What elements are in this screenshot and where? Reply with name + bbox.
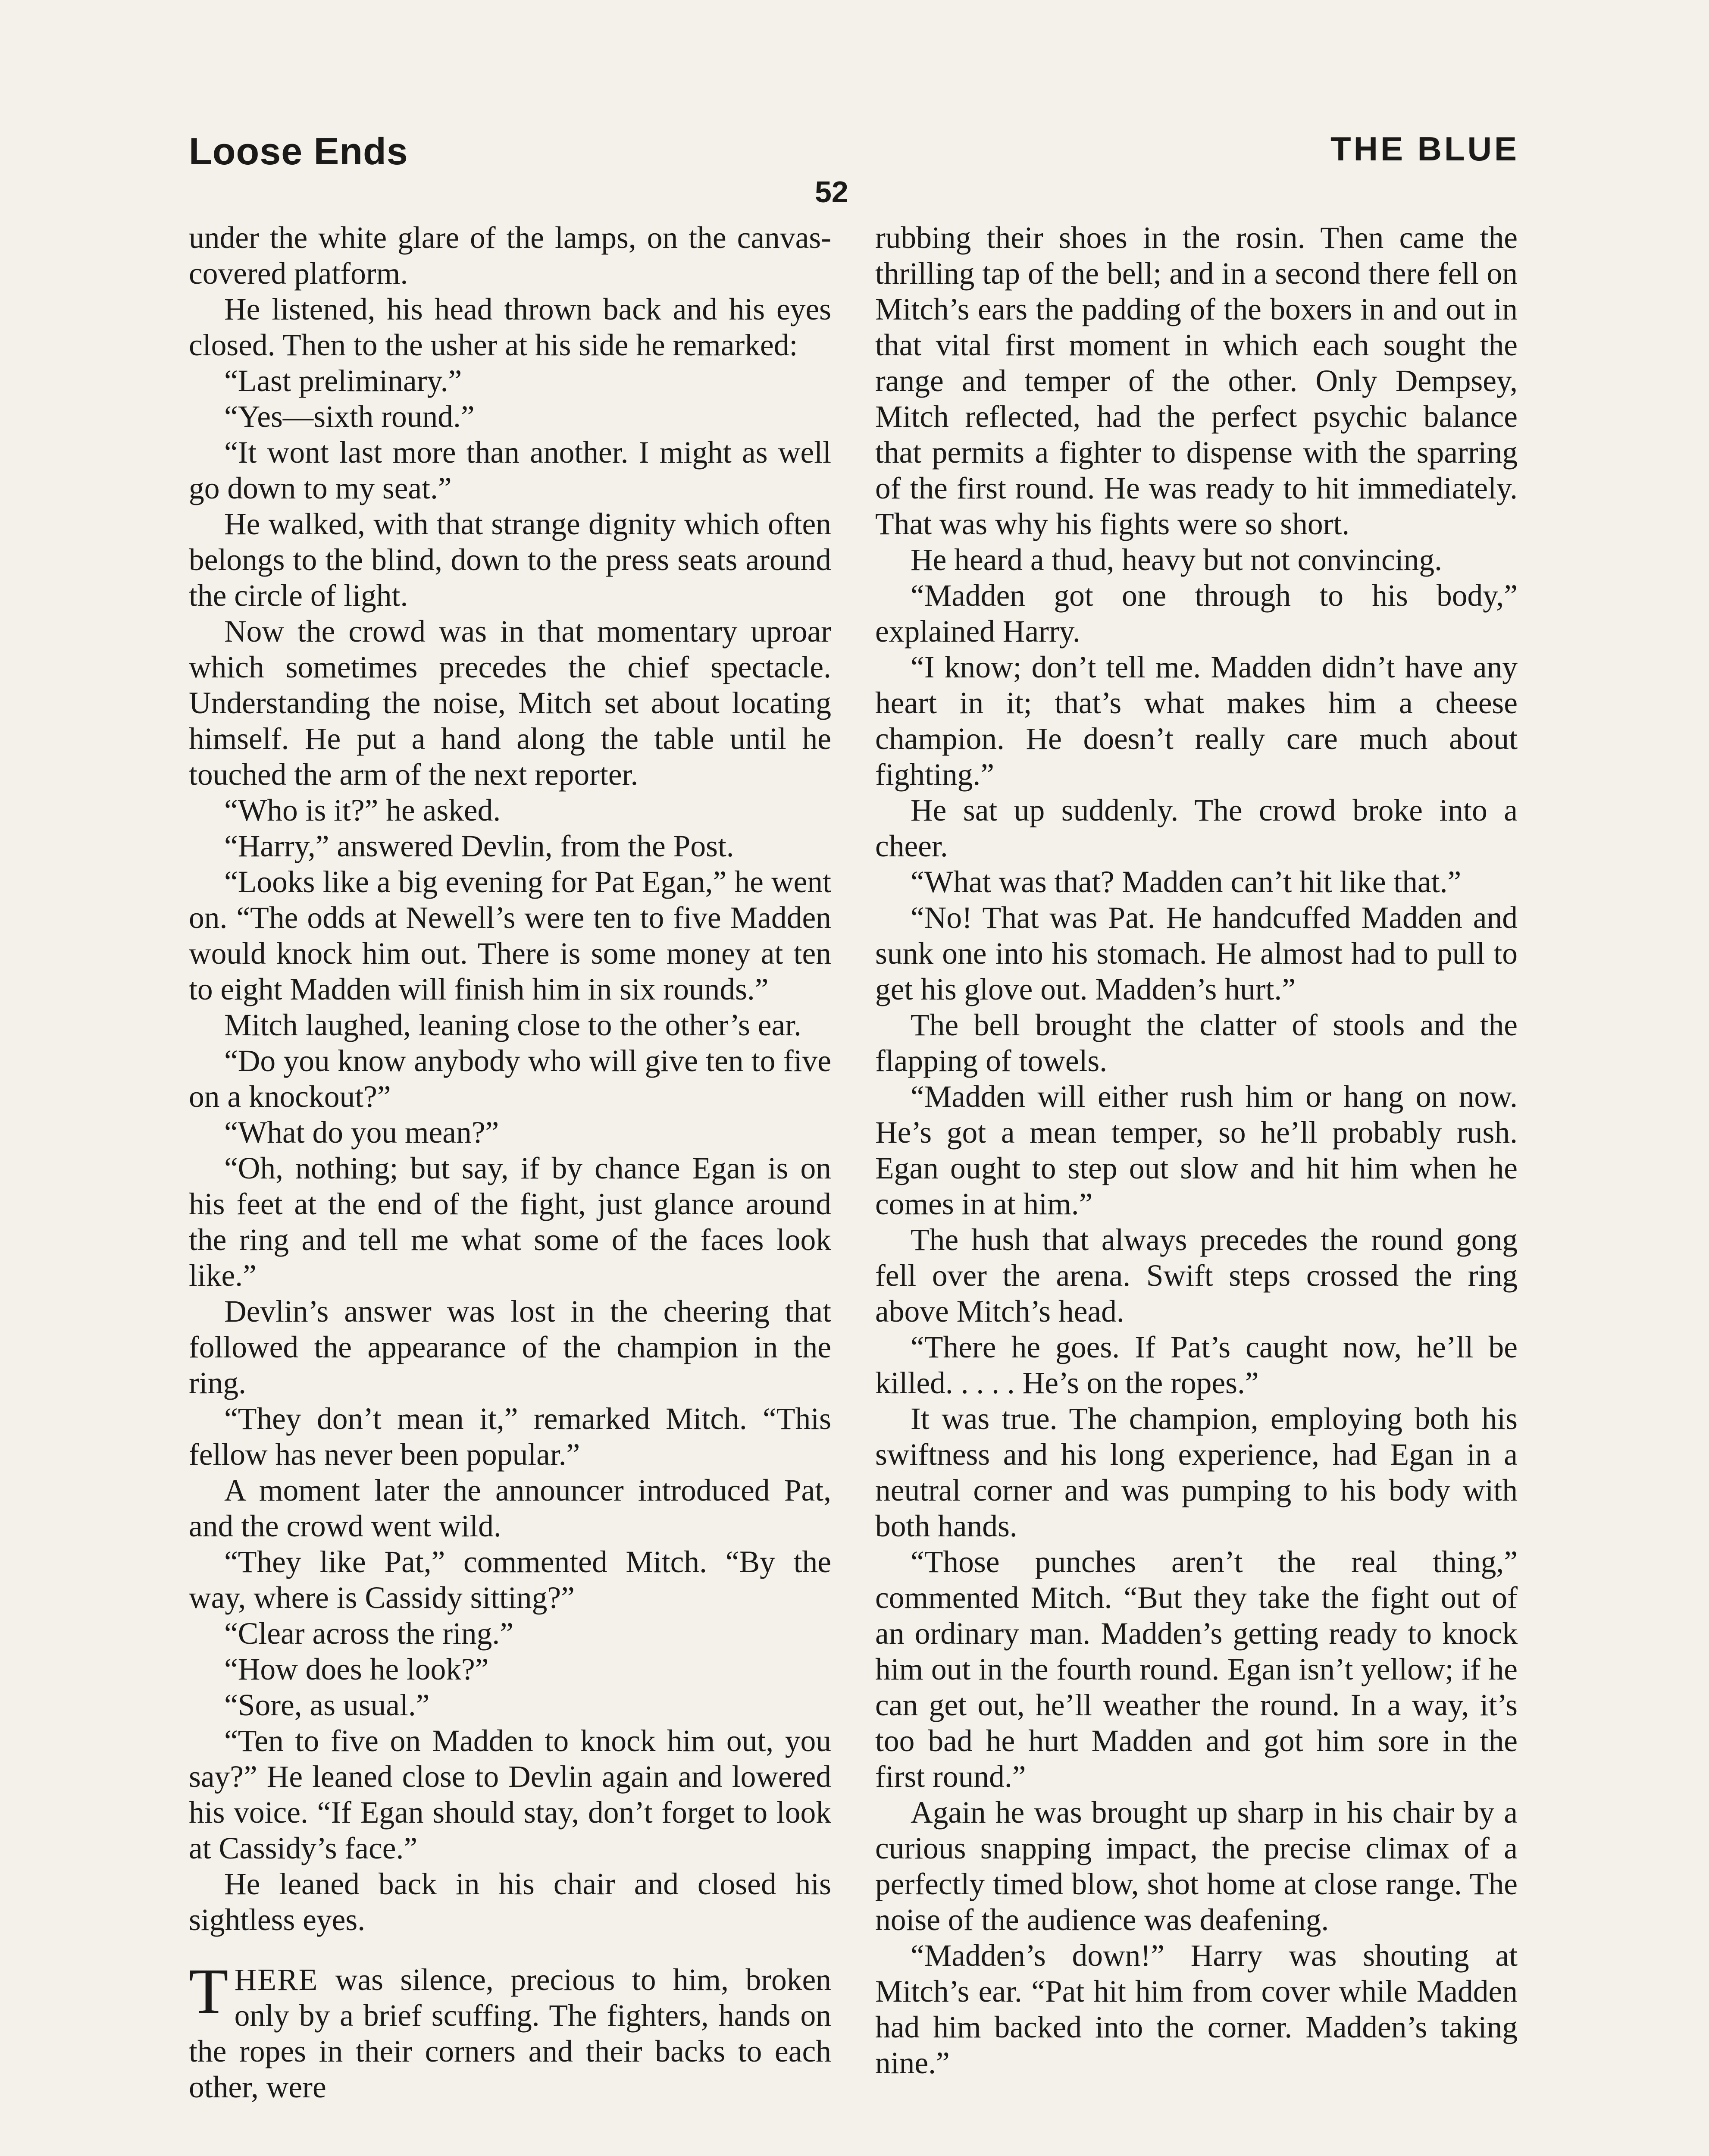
paragraph: Again he was brought up sharp in his chair by a curious snapping impact, the precise climax of a perfectly timed blow, shot home at close range. The noise of the audience was deafening. (875, 1796, 1518, 1937)
paragraph: Mitch laughed, leaning close to the other’s ear. (224, 1008, 801, 1042)
page-number: 52 (815, 175, 848, 209)
section-opening-paragraph (189, 1955, 831, 2105)
paragraph: A moment later the announcer introduced Pat, and the crowd went wild. (189, 1473, 831, 1543)
paragraph: He walked, with that strange dignity which often belongs to the blind, down to the press seats around the circle of light. (189, 507, 831, 613)
paragraph: It was true. The champion, employing both his swiftness and his long experience, had Egan in a neutral corner and was pumping to his body with both hands. (875, 1402, 1518, 1543)
drop-cap: T (189, 1955, 228, 2027)
left-column (189, 220, 831, 2105)
paragraph: “Looks like a big evening for Pat Egan,” he went on. “The odds at Newell’s were ten to five Madden would knock him out. There is some money at ten to eight Madden will finish him in six rounds.” (189, 865, 831, 1006)
paragraph: He listened, his head thrown back and his eyes closed. Then to the usher at his side he remarked: (189, 292, 831, 362)
paragraph: “Ten to five on Madden to knock him out, you say?” He leaned close to Devlin again and lowered his voice. “If Egan should stay, don’t forget to look at Cassidy’s face.” (189, 1724, 831, 1865)
paragraph-text: was silence, precious to him, broken only by a brief scuffing. The fighters, hands on the ropes in their corners and their backs to each other, were (189, 1963, 831, 2104)
paragraph: He leaned back in his chair and closed his sightless eyes. (189, 1867, 831, 1937)
paragraph: The hush that always precedes the round gong fell over the arena. Swift steps crossed the ring above Mitch’s head. (875, 1223, 1518, 1329)
right-column (875, 220, 1518, 2081)
paragraph: He sat up suddenly. The crowd broke into a cheer. (875, 793, 1518, 863)
paragraph: under the white glare of the lamps, on the canvas-covered platform. (189, 221, 831, 291)
paragraph: Devlin’s answer was lost in the cheering that followed the appearance of the champion in the ring. (189, 1294, 831, 1400)
paragraph: “Madden’s down!” Harry was shouting at Mitch’s ear. “Pat hit him from cover while Madden had him backed into the corner. Madden’s taking nine.” (875, 1939, 1518, 2080)
running-title: Loose Ends (189, 130, 408, 172)
paragraph: “Madden will either rush him or hang on now. He’s got a mean temper, so he’ll probably rush. Egan ought to step out slow and hit him when he comes in at him.” (875, 1080, 1518, 1221)
paragraph: “Last preliminary.” (224, 364, 462, 398)
paragraph: “Oh, nothing; but say, if by chance Egan is on his feet at the end of the fight, just glance around the ring and tell me what some of the faces look like.” (189, 1151, 831, 1293)
paragraph: “Yes—sixth round.” (224, 400, 475, 434)
paragraph: “No! That was Pat. He handcuffed Madden and sunk one into his stomach. He almost had to pull to get his glove out. Madden’s hurt.” (875, 901, 1518, 1006)
paragraph: “It wont last more than another. I might as well go down to my seat.” (189, 436, 831, 505)
paragraph: “Those punches aren’t the real thing,” commented Mitch. “But they take the fight out of an ordinary man. Madden’s getting ready to knock him out in the fourth round. Egan isn’t yellow; if he can get out, he’ll weather the round. In a way, it’s too bad he hurt Madden and got him sore in the first round.” (875, 1545, 1518, 1794)
paragraph: The bell brought the clatter of stools and the flapping of towels. (875, 1008, 1518, 1078)
paragraph: “What was that? Madden can’t hit like that.” (911, 865, 1462, 899)
paragraph: Now the crowd was in that momentary uproar which sometimes precedes the chief spectacle. Understanding the noise, Mitch set about locating himself. He put a hand along the table until he touched the arm of the next reporter. (189, 614, 831, 792)
magazine-name: THE BLUE (1330, 130, 1519, 168)
paragraph: “How does he look?” (224, 1652, 489, 1686)
paragraph: “Madden got one through to his body,” explained Harry. (875, 579, 1518, 649)
paragraph: “They don’t mean it,” remarked Mitch. “This fellow has never been popular.” (189, 1402, 831, 1472)
section-break (189, 1938, 831, 1962)
paragraph: “They like Pat,” commented Mitch. “By the way, where is Cassidy sitting?” (189, 1545, 831, 1615)
paragraph: “Harry,” answered Devlin, from the Post. (224, 829, 734, 863)
paragraph: “Sore, as usual.” (224, 1688, 430, 1722)
paragraph: “There he goes. If Pat’s caught now, he’ll be killed. . . . . He’s on the ropes.” (875, 1330, 1518, 1400)
paragraph: “I know; don’t tell me. Madden didn’t have any heart in it; that’s what makes him a cheese champion. He doesn’t really care much about fighting.” (875, 650, 1518, 792)
paragraph: “Clear across the ring.” (224, 1617, 514, 1651)
paragraph: He heard a thud, heavy but not convincing. (911, 543, 1443, 577)
paragraph: “Do you know anybody who will give ten to five on a knockout?” (189, 1044, 831, 1114)
small-caps-lead: HERE (234, 1963, 319, 1997)
paragraph: “What do you mean?” (224, 1116, 499, 1150)
paragraph: “Who is it?” he asked. (224, 793, 501, 827)
paragraph: rubbing their shoes in the rosin. Then came the thrilling tap of the bell; and in a second there fell on Mitch’s ears the padding of the boxers in and out in that vital first moment in which each sought the range and temper of the other. Only Dempsey, Mitch reflected, had the perfect psychic balance that permits a fighter to dispense with the sparring of the first round. He was ready to hit immediately. That was why his fights were so short. (875, 221, 1518, 541)
